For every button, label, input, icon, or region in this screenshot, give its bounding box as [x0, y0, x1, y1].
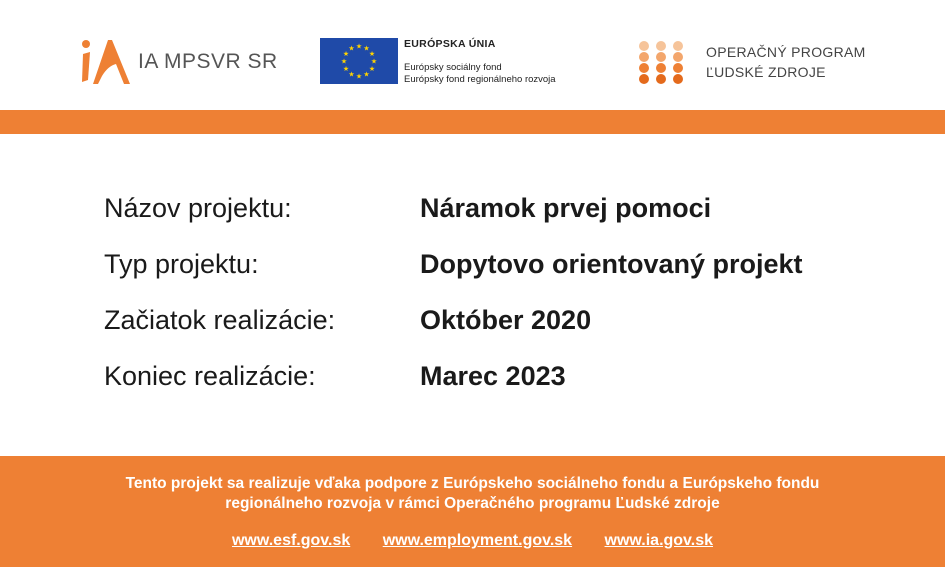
op-line-1: OPERAČNÝ PROGRAM	[706, 44, 866, 60]
eu-star: ★	[368, 65, 376, 73]
project-name-label: Názov projektu:	[104, 192, 292, 223]
project-type-value: Dopytovo orientovaný projekt	[420, 248, 803, 279]
link-ia[interactable]: www.ia.gov.sk	[604, 532, 714, 549]
eu-star: ★	[363, 70, 370, 79]
op-text-block	[706, 42, 866, 82]
eu-star: ★	[342, 65, 350, 73]
eu-star: ★	[348, 44, 355, 53]
project-end-label: Koniec realizácie:	[104, 360, 316, 391]
eu-flag-icon	[320, 38, 398, 84]
project-name-value: Náramok prvej pomoci	[420, 192, 712, 223]
header	[0, 0, 945, 110]
project-start-value: Október 2020	[420, 304, 592, 335]
eu-fund-esf: Európsky sociálny fond	[404, 62, 502, 73]
project-type-label: Typ projektu:	[104, 248, 259, 279]
eu-star: ★	[368, 50, 376, 58]
ia-mpsvr-logo	[78, 36, 278, 88]
eu-text-block	[404, 38, 556, 86]
project-start-row	[104, 300, 591, 340]
footer-message-line-1: Tento projekt sa realizuje vďaka podpore z Európskeho sociálneho fondu a Európskeho fondu	[125, 475, 820, 492]
eu-star: ★	[340, 57, 348, 66]
op-line-2: ĽUDSKÉ ZDROJE	[706, 64, 826, 80]
eu-star: ★	[370, 57, 378, 66]
project-end-row	[104, 356, 566, 396]
eu-star: ★	[363, 44, 370, 53]
footer	[0, 456, 945, 567]
footer-message	[0, 474, 945, 514]
eu-fund-erdf: Európsky fond regionálneho rozvoja	[404, 74, 556, 85]
eu-star: ★	[355, 42, 363, 51]
project-start-label: Začiatok realizácie:	[104, 304, 336, 335]
project-end-value: Marec 2023	[420, 360, 566, 391]
ia-logo-icon	[78, 36, 134, 88]
ia-logo-text: IA MPSVR SR	[138, 50, 278, 73]
op-ludske-zdroje-logo	[636, 40, 866, 84]
footer-message-line-2: regionálneho rozvoja v rámci Operačného programu Ľudské zdroje	[225, 495, 720, 512]
link-employment[interactable]: www.employment.gov.sk	[382, 532, 573, 549]
project-info	[0, 134, 945, 456]
eu-star: ★	[355, 72, 363, 81]
op-dots-icon	[636, 40, 686, 84]
project-type-row	[104, 244, 803, 284]
footer-links	[0, 532, 945, 550]
link-esf[interactable]: www.esf.gov.sk	[231, 532, 351, 549]
accent-band	[0, 110, 945, 134]
eu-title: EURÓPSKA ÚNIA	[404, 38, 496, 50]
eu-star: ★	[348, 70, 355, 79]
eu-logo	[320, 38, 556, 84]
eu-star: ★	[342, 50, 350, 58]
project-name-row	[104, 188, 711, 228]
